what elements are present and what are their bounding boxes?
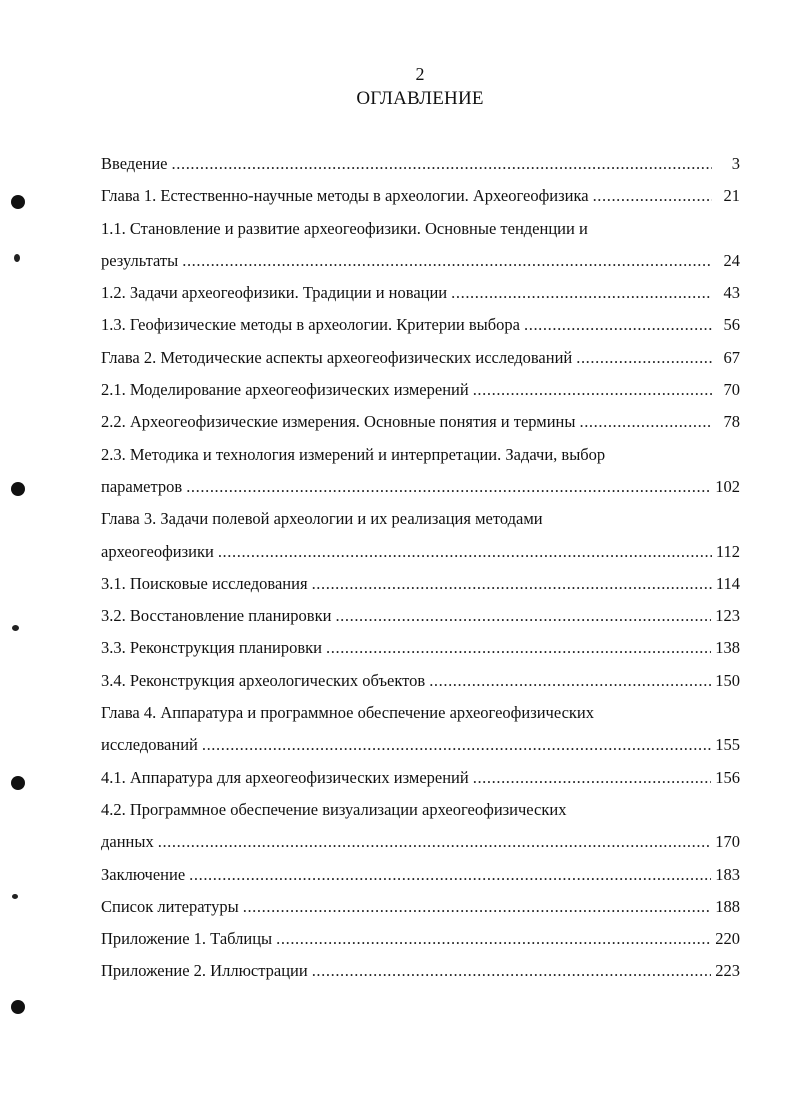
dot-leader [172,148,712,180]
toc-entry [101,826,740,858]
dot-leader [243,891,712,923]
dot-leader [451,277,712,309]
dot-leader [473,762,712,794]
toc-entry-title: 3.4. Реконструкция археологических объектов [101,670,426,690]
toc-entry [101,406,740,438]
toc-entry-title: 2.1. Моделирование археогеофизических измерений [101,380,469,400]
toc-entry [101,180,740,212]
binder-hole-mark [11,195,25,209]
toc-entry [101,891,740,923]
toc-entry-title: Глава 1. Естественно-научные методы в археологии. Археогеофизика [101,186,589,206]
toc-entry-title: 3.2. Восстановление планировки [101,606,332,626]
toc-entry-title: 3.1. Поисковые исследования [101,573,308,593]
toc-page-number: 24 [723,250,740,270]
page-title: ОГЛАВЛЕНИЕ [356,88,484,109]
dot-leader [326,632,711,664]
toc-page-number: 78 [723,412,740,432]
toc-entry-title: 2.3. Методика и технология измерений и интерпретации. Задачи, выбор [101,444,606,464]
dot-leader [576,342,712,374]
dot-leader [158,826,712,858]
toc-entry-title: 4.1. Аппаратура для археогеофизических измерений [101,767,469,787]
dot-leader [276,923,711,955]
toc-entry-title: исследований [101,735,198,755]
toc-page-number: 223 [715,961,740,981]
toc-entry [101,148,740,180]
toc-entry [101,245,740,277]
toc-entry-title: археогеофизики [101,541,214,561]
binder-hole-mark [11,482,25,496]
toc-entry [101,859,740,891]
toc-entry-title: 1.2. Задачи археогеофизики. Традиции и новации [101,283,448,303]
toc-entry-title: Заключение [101,864,186,884]
toc-entry-title: 3.3. Реконструкция планировки [101,638,323,658]
dot-leader [312,568,712,600]
toc-entry-title: Глава 2. Методические аспекты археогеофизических исследований [101,347,573,367]
toc-page-number: 21 [723,186,740,206]
toc-entry-title: данных [101,832,154,852]
toc-entry [101,536,740,568]
toc-page-number: 70 [723,380,740,400]
toc-entry [101,955,740,987]
toc-entry [101,632,740,664]
binder-hole-mark [11,1000,25,1014]
scan-speck [14,254,20,262]
toc-page-number: 155 [715,735,740,755]
dot-leader [218,536,712,568]
toc-page-number: 156 [715,767,740,787]
toc-page-number: 188 [715,896,740,916]
toc-entry-title: Приложение 1. Таблицы [101,929,273,949]
toc-page-number: 170 [715,832,740,852]
toc-page-number: 43 [723,283,740,303]
dot-leader [429,665,711,697]
toc-page-number: 138 [715,638,740,658]
toc-entry [101,309,740,341]
toc-entry-title: Введение [101,154,168,173]
dot-leader [189,859,711,891]
dot-leader [524,309,712,341]
toc-page-number: 114 [715,573,740,593]
toc-entry [101,342,740,374]
toc-entry [101,568,740,600]
toc-page-number: 123 [715,606,740,626]
toc-page-number: 67 [723,347,740,367]
toc-entry [101,665,740,697]
dot-leader [473,374,712,406]
dot-leader [335,600,711,632]
toc-entry [101,762,740,794]
toc-entry-title: Глава 4. Аппаратура и программное обеспечение археогеофизических [101,703,594,723]
scan-speck [12,625,19,631]
toc-entry [101,471,740,503]
toc-entry [101,923,740,955]
table-of-contents [101,148,740,988]
toc-page-number: 56 [723,315,740,335]
toc-entry-title: результаты [101,250,179,270]
toc-entry-title: Приложение 2. Иллюстрации [101,961,308,981]
toc-entry-title: параметров [101,476,183,496]
toc-entry-title: Глава 3. Задачи полевой археологии и их реализация методами [101,509,543,529]
scan-speck [12,894,18,899]
toc-entry [101,600,740,632]
toc-entry [101,729,740,761]
dot-leader [312,955,712,987]
toc-page-number: 102 [715,476,740,496]
toc-page-number: 3 [731,154,740,173]
dot-leader [593,180,712,212]
page-number: 2 [415,64,425,84]
toc-page-number: 150 [715,670,740,690]
toc-entry [101,277,740,309]
toc-entry-title: 1.1. Становление и развитие археогеофизики. Основные тенденции и [101,218,588,238]
binder-hole-mark [11,776,25,790]
toc-entry-title: 1.3. Геофизические методы в археологии. Критерии выбора [101,315,520,335]
toc-entry-title: 4.2. Программное обеспечение визуализации археогеофизических [101,799,567,819]
toc-page-number: 220 [715,929,740,949]
toc-entry [101,374,740,406]
dot-leader [579,406,712,438]
dot-leader [202,729,711,761]
toc-entry-title: Список литературы [101,896,239,916]
dot-leader [186,471,711,503]
dot-leader [182,245,712,277]
toc-page-number: 112 [715,541,740,561]
toc-page-number: 183 [715,864,740,884]
toc-entry-title: 2.2. Археогеофизические измерения. Основные понятия и термины [101,412,576,432]
